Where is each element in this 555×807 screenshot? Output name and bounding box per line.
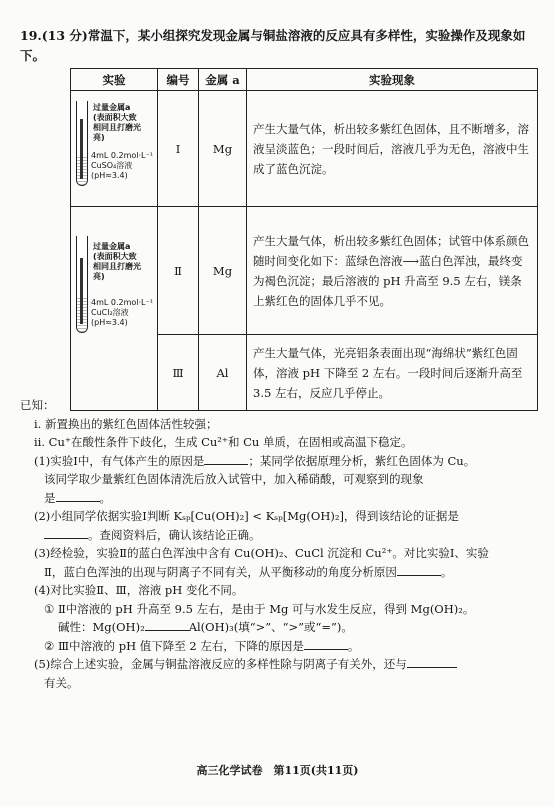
row-metal: Al	[199, 335, 247, 411]
question-stem-text: 常温下，某小组探究发现金属与铜盐溶液的反应具有多样性，实验操作及现象如下。	[20, 28, 526, 63]
row-metal: Mg	[199, 91, 247, 207]
question-number: 19.	[20, 28, 42, 43]
solution-note: 4mL 0.2mol·L⁻¹ CuCl₂溶液 (pH≈3.4)	[91, 297, 153, 327]
answer-blank[interactable]	[56, 489, 100, 502]
test-tube-icon	[76, 101, 88, 186]
subquestion-5: (5)综合上述实验，金属与铜盐溶液反应的多样性除与阴离子有关外，还与	[20, 655, 540, 674]
test-tube-diagram	[71, 91, 157, 206]
subquestion-4-1: ① Ⅱ中溶液的 pH 升高至 9.5 左右，是由于 Mg 可与水发生反应，得到 Mg(OH)₂。	[44, 601, 475, 616]
subquestion-1: (1)实验Ⅰ中，有气体产生的原因是 ；某同学依据原理分析，紫红色固体为 Cu。	[34, 453, 476, 468]
metal-note: 过量金属a (表面积大致 相同且打磨光 亮)	[93, 103, 141, 142]
row-phenomenon: 产生大量气体，析出较多紫红色固体；试管中体系颜色随时间变化如下：蓝绿色溶液⟶蓝白色浑浊，最终变为褐色沉淀；最后溶液的 pH 升高至 9.5 左右，镁条上紫红色的固体几乎不见。	[247, 207, 538, 335]
subquestion-3-cont: Ⅱ，蓝白色浑浊的出现与阴离子不同有关，从平衡移动的角度分析原因 。	[44, 564, 453, 579]
experiment-table	[70, 68, 538, 411]
subquestion-3: (3)经检验，实验Ⅱ的蓝白色浑浊中含有 Cu(OH)₂、CuCl 沉淀和 Cu²⁺。对比实验Ⅰ、实验	[34, 546, 489, 560]
row-metal: Mg	[199, 207, 247, 335]
page-footer: 高三化学试卷 第11页(共11页)	[196, 764, 359, 777]
solution-note: 4mL 0.2mol·L⁻¹ CuSO₄溶液 (pH≈3.4)	[91, 151, 153, 180]
row-phenomenon: 产生大量气体，析出较多紫红色固体，且不断增多，溶液呈淡蓝色；一段时间后，溶液几乎为无色，溶液中生成了蓝色沉淀。	[247, 91, 538, 207]
question-points: (13 分)	[41, 28, 88, 43]
row-phenomenon: 产生大量气体，光亮铝条表面出现“海绵状”紫红色固体，溶液 pH 下降至 2 左右。一段时间后逐渐升高至 3.5 左右，反应几乎停止。	[247, 335, 538, 411]
known-and-subquestions	[20, 396, 540, 692]
header-phenomenon: 实验现象	[247, 69, 538, 91]
answer-blank[interactable]	[204, 452, 248, 465]
apparatus-cell-2	[71, 207, 158, 411]
metal-note: 过量金属a (表面积大致 相同且打磨光 亮)	[93, 241, 141, 281]
subquestion-1-cont: 该同学取少量紫红色固体清洗后放入试管中，加入稀硝酸，可观察到的现象	[44, 472, 424, 486]
header-metal: 金属 a	[199, 69, 247, 91]
answer-blank[interactable]	[304, 637, 348, 650]
question-stem	[20, 26, 542, 66]
answer-blank[interactable]	[44, 526, 88, 539]
header-experiment: 实验	[71, 69, 158, 91]
subquestion-4: (4)对比实验Ⅱ、Ⅲ，溶液 pH 变化不同。	[34, 583, 244, 597]
test-tube-diagram	[71, 224, 157, 394]
subquestion-4-2: ② Ⅲ中溶液的 pH 值下降至 2 左右，下降的原因是 。	[44, 638, 360, 653]
answer-blank[interactable]	[145, 618, 189, 631]
subquestion-2: (2)小组同学依据实验Ⅰ判断 Kₛₚ[Cu(OH)₂] < Kₛₚ[Mg(OH)₂]，得到该结论的证据是	[34, 509, 459, 523]
table-row	[71, 91, 538, 207]
test-tube-icon	[76, 236, 88, 333]
header-id: 编号	[158, 69, 199, 91]
subquestion-4-1-cont: 碱性：Mg(OH)₂ Al(OH)₃(填“>”、“>”或“=”)。	[58, 620, 353, 634]
known-item-1: ⅰ. 新置换出的紫红色固体活性较强；	[34, 416, 218, 431]
subquestion-1-cont: 是 。	[44, 490, 111, 505]
row-id: Ⅲ	[158, 335, 199, 411]
row-id: Ⅰ	[158, 91, 199, 207]
apparatus-cell-1	[71, 91, 158, 207]
subquestion-2-cont: 。查阅资料后，确认该结论正确。	[20, 526, 540, 545]
answer-blank[interactable]	[397, 563, 441, 576]
answer-blank[interactable]	[407, 655, 457, 668]
known-item-2: ⅱ. Cu⁺在酸性条件下歧化，生成 Cu²⁺和 Cu 单质，在固相或高温下稳定。	[34, 435, 413, 449]
known-title: 已知：	[20, 398, 55, 412]
row-id: Ⅱ	[158, 207, 199, 335]
subquestion-5-cont: 有关。	[44, 675, 79, 690]
table-header-row	[71, 69, 538, 91]
table-row	[71, 207, 538, 335]
